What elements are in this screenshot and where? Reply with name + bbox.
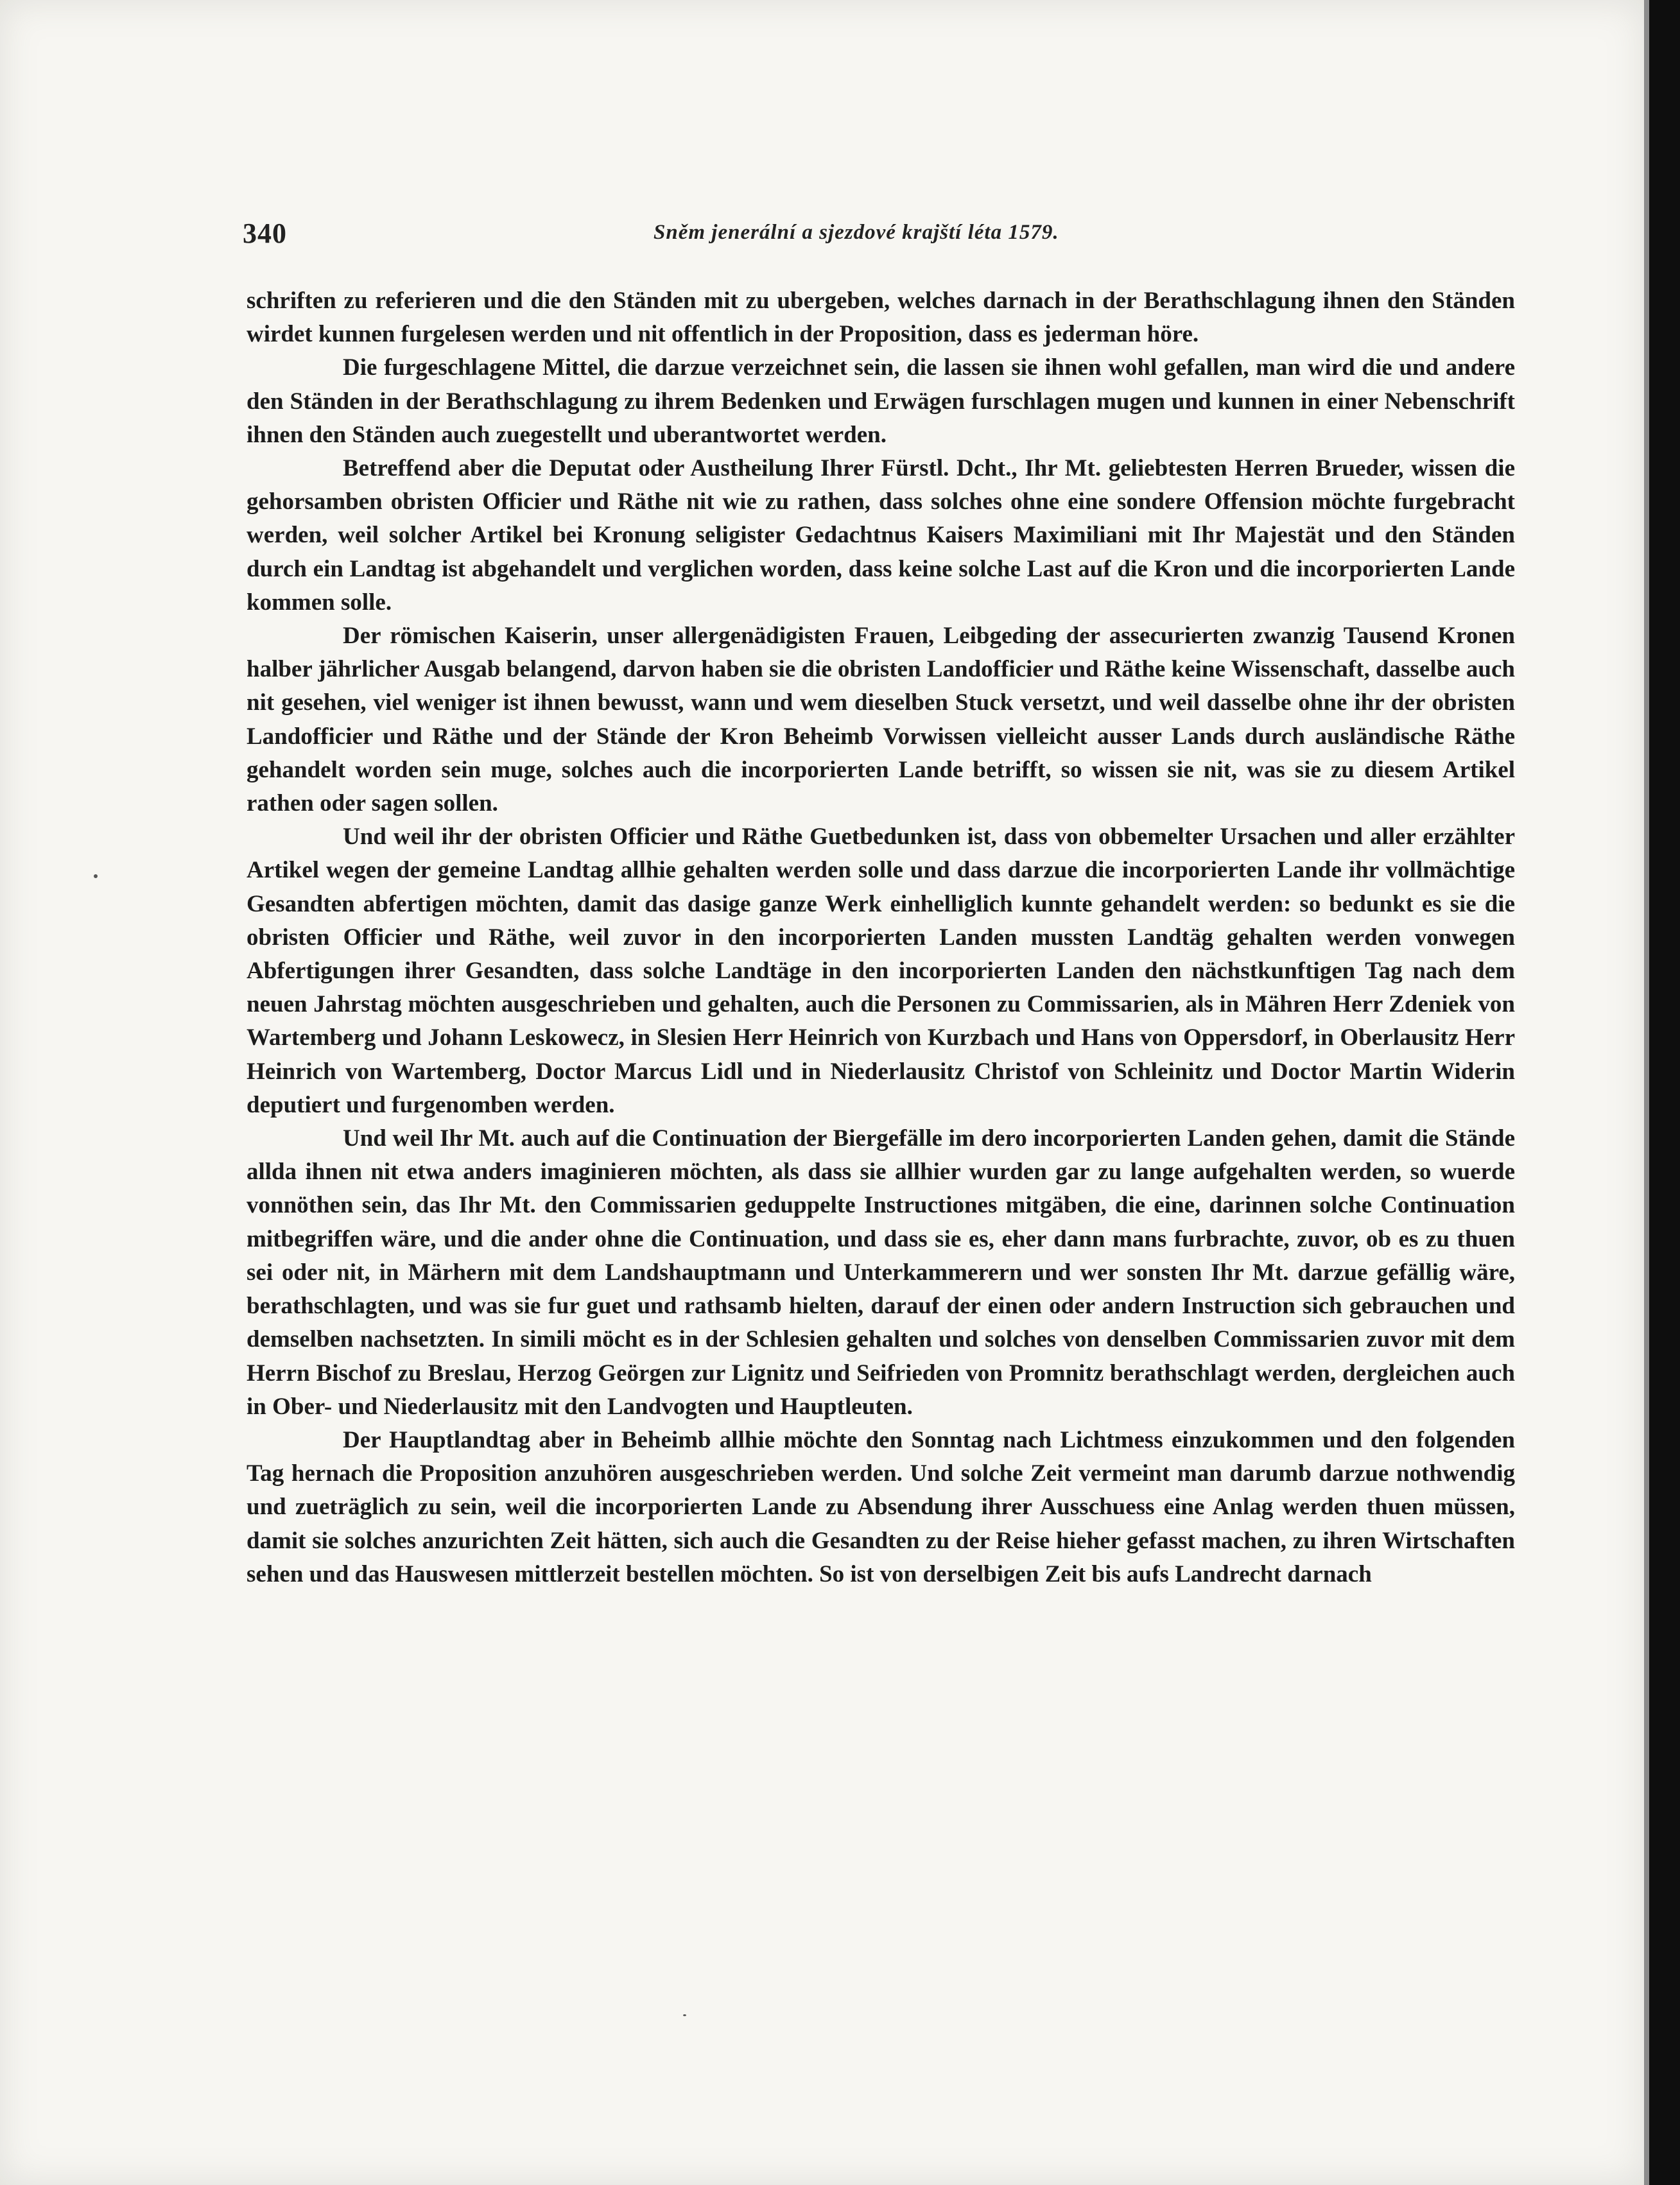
- scan-edge-shadow: [1644, 0, 1649, 2185]
- page-number: 340: [243, 218, 287, 249]
- scan-speck: [94, 874, 98, 878]
- paragraph: Und weil ihr der obristen Officier und Räthe Guetbedunken ist, dass von obbemelter Ursachen und aller erzählter Artikel wegen der gemeine Landtag allhie gehalten werden solle und dass darzue die incorporierten Lande ihr vollmächtige Gesandten abfertigen möchten, damit das dasige ganze Werk einhelliglich kunnte gehandelt werden: so bedunkt es sie die obristen Officier und Räthe, weil zuvor in den incorporierten Landen mussten Landtäg gehalten werden vonwegen Abfertigungen ihrer Gesandten, dass solche Landtäge in den incorporierten Landen den nächstkunftigen Tag nach dem neuen Jahrstag möchten ausgeschrieben und gehalten, auch die Personen zu Commissarien, als in Mähren Herr Zdeniek von Wartemberg und Johann Leskowecz, in Slesien Herr Heinrich von Kurzbach und Hans von Oppersdorf, in Oberlausitz Herr Heinrich von Wartemberg, Doctor Marcus Lidl und in Niederlausitz Christof von Schleinitz und Doctor Martin Widerin deputiert und furgenomben werden.: [247, 824, 1515, 1118]
- paragraph: Der Hauptlandtag aber in Beheimb allhie möchte den Sonntag nach Lichtmess einzukommen und den folgenden Tag hernach die Proposition anzuhören ausgeschrieben werden. Und solche Zeit vermeint man darumb darzue nothwendig und zueträglich zu sein, weil die incorporierten Lande zu Absendung ihrer Ausschuess eine Anlag werden thuen müssen, damit sie solches anzurichten Zeit hätten, sich auch die Gesandten zu der Reise hieher gefasst machen, zu ihren Wirtschaften sehen und das Hauswesen mittlerzeit bestellen möchten. So ist von derselbigen Zeit bis aufs Landrecht darnach: [247, 1426, 1515, 1587]
- paragraph: Und weil Ihr Mt. auch auf die Continuation der Biergefälle im dero incorporierten Landen gehen, damit die Stände allda ihnen nit etwa anders imaginieren möchten, als dass sie allhier wurden gar zu lange aufgehalten werden, so wuerde vonnöthen sein, das Ihr Mt. den Commissarien geduppelte Instructiones mitgäben, die eine, darinnen solche Continuation mitbegriffen wäre, und die ander ohne die Continuation, und dass sie es, eher dann mans furbrachte, zuvor, ob es zu thuen sei oder nit, in Märhern mit dem Landshauptmann und Unterkammerern und wer sonsten Ihr Mt. darzue gefällig wäre, berathschlagten, und was sie fur guet und rathsamb hielten, darauf der einen oder andern Instruction sich gebrauchen und demselben nachsetzten. In simili möcht es in der Schlesien gehalten und solches von denselben Commissarien zuvor mit dem Herrn Bischof zu Breslau, Herzog Geörgen zur Lignitz und Seifrieden von Promnitz berathschlagt werden, dergleichen auch in Ober- und Niederlausitz mit den Landvogten und Hauptleuten.: [247, 1125, 1515, 1420]
- paragraph: schriften zu referieren und die den Ständen mit zu ubergeben, welches darnach in der Berathschlagung ihnen den Ständen wirdet kunnen furgelesen werden und nit offentlich in der Proposition, dass es jederman höre.: [247, 288, 1515, 348]
- scan-speck: [683, 2014, 686, 2016]
- paragraph: Betreffend aber die Deputat oder Austheilung Ihrer Fürstl. Dcht., Ihr Mt. geliebtesten Herren Brueder, wissen die gehorsamben obristen Officier und Räthe nit wie zu rathen, dass solches ohne eine sondere Offension möchte furgebracht werden, weil solcher Artikel bei Kronung seligister Gedachtnus Kaisers Maximiliani mit Ihr Majestät und den Ständen durch ein Landtag ist abgehandelt und verglichen worden, dass keine solche Last auf die Kron und die incorporierten Lande kommen solle.: [247, 455, 1515, 616]
- page-header: [243, 217, 1507, 255]
- paragraph: Die furgeschlagene Mittel, die darzue verzeichnet sein, die lassen sie ihnen wohl gefallen, man wird die und andere den Ständen in der Berathschlagung zu ihrem Bedenken und Erwägen furschlagen mugen und kunnen in einer Nebenschrift ihnen den Ständen auch zuegestellt und uberantwortet werden.: [247, 354, 1515, 448]
- paragraph: Der römischen Kaiserin, unser allergenädigisten Frauen, Leibgeding der assecurierten zwanzig Tausend Kronen halber jährlicher Ausgab belangend, darvon haben sie die obristen Landofficier und Räthe keine Wissenschaft, dasselbe auch nit gesehen, viel weniger ist ihnen bewusst, wann und wem dieselben Stuck versetzt, und weil dasselbe ohne ihr der obristen Landofficier und Räthe und der Stände der Kron Beheimb Vorwissen vielleicht ausser Lands durch ausländische Räthe gehandelt worden sein muge, solches auch die incorporierten Lande betrifft, so wissen sie nit, was sie zu diesem Artikel rathen oder sagen sollen.: [247, 623, 1515, 817]
- running-head: Sněm jenerální a sjezdové krajští léta 1579.: [654, 221, 1059, 244]
- scan-edge: [1649, 0, 1680, 2185]
- body-text: [247, 284, 1515, 1591]
